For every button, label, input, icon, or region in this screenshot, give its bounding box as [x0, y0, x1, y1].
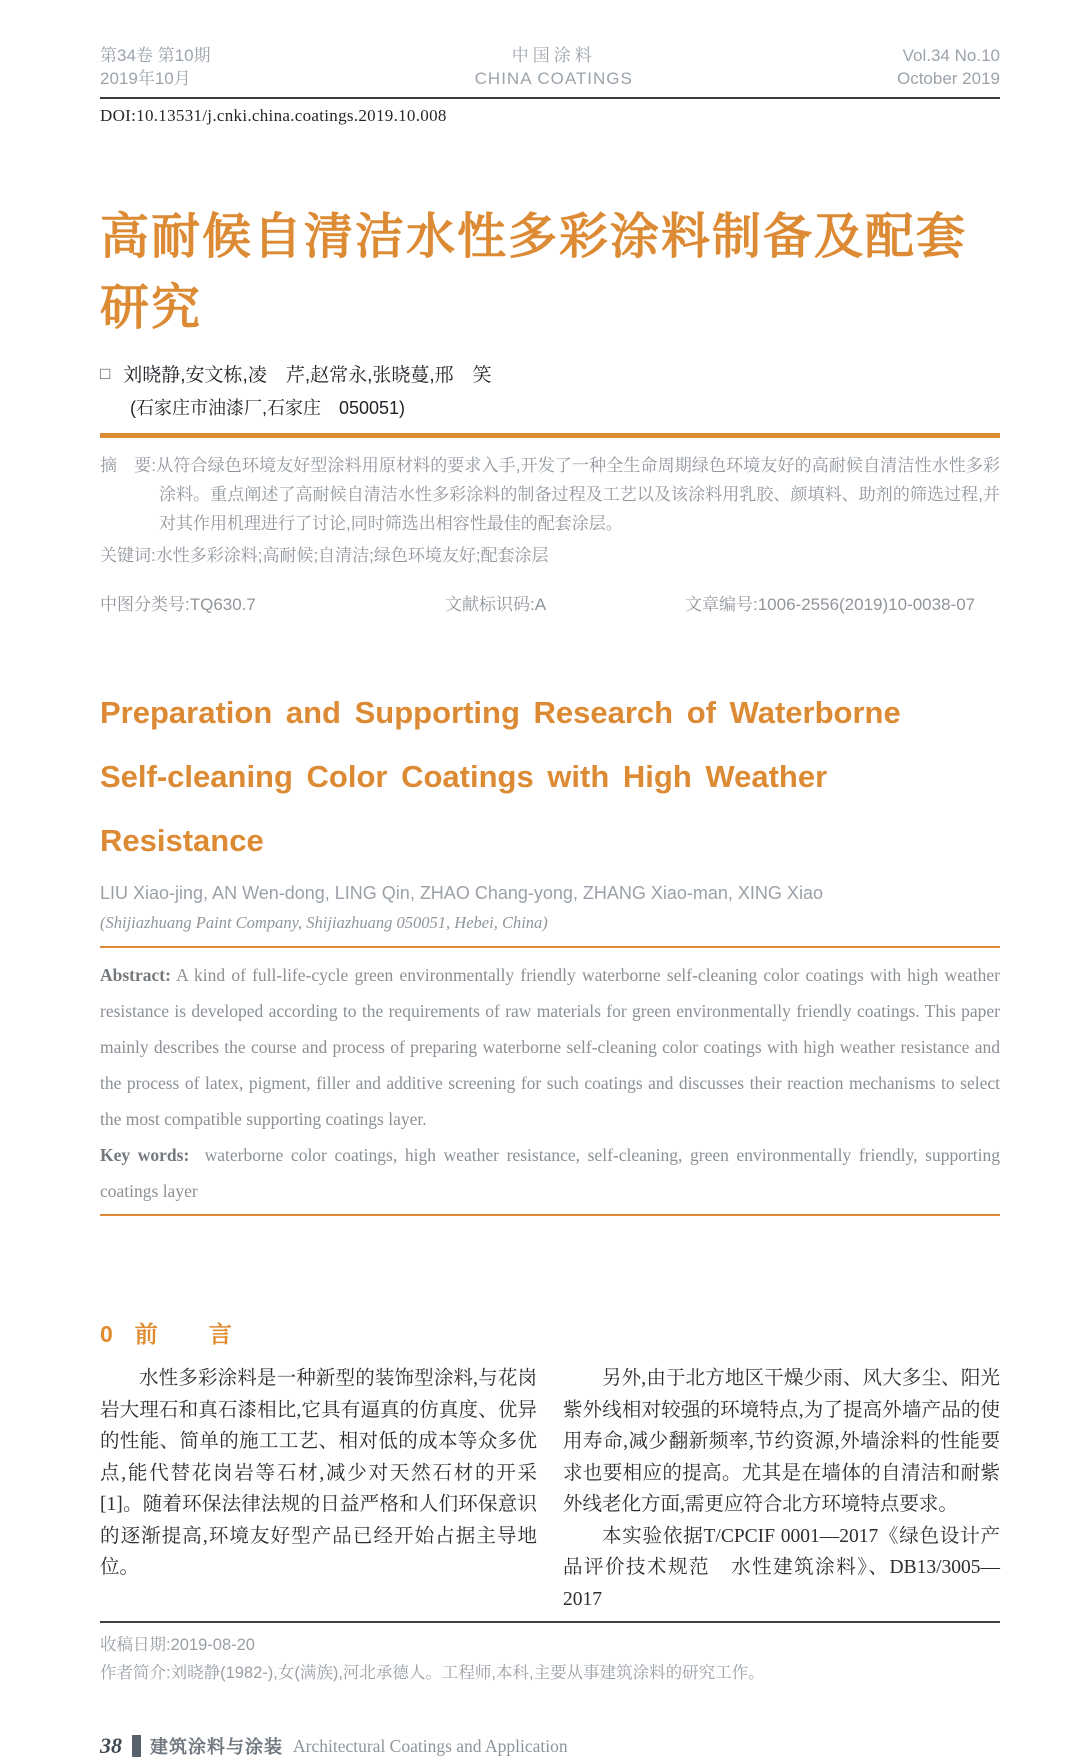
authors-cn: 刘晓静,安文栋,凌 芹,赵常永,张晓蔓,邢 笑	[123, 365, 492, 386]
header-center	[475, 44, 633, 90]
classification-row	[100, 590, 1000, 615]
column-right	[563, 1363, 1000, 1615]
header-left	[100, 44, 211, 90]
page-footer	[100, 1733, 1000, 1759]
header-right	[897, 44, 1000, 90]
journal-header	[100, 44, 1000, 90]
footer-block-icon	[132, 1735, 141, 1757]
authors-cn-row	[100, 360, 1000, 387]
column-left	[100, 1363, 537, 1615]
abstract-cn	[100, 451, 1000, 538]
section-heading	[100, 1316, 1000, 1349]
date-en: October 2019	[896, 69, 1000, 88]
author-marker-icon: □	[100, 363, 111, 383]
keywords-en-label: Key words:	[100, 1145, 190, 1165]
authors-en: LIU Xiao-jing, AN Wen-dong, LING Qin, ZHAO Chang-yong, ZHANG Xiao-man, XING Xiao	[100, 883, 823, 903]
journal-title-en: CHINA COATINGS	[474, 69, 633, 88]
article-title-cn-line1: 高耐候自清洁水性多彩涂料制备及配套	[100, 210, 968, 264]
abstract-en-text: A kind of full-life-cycle green environmentally friendly waterborne self-cleaning color coatings with high weather resistance is developed according to the requirements of raw materials for green environmentally friendly coatings. This paper mainly describes the course and process of preparing waterborne self-cleaning color coatings with high weather resistance and the process of latex, pigment, filler and additive screening for such coatings and discusses their reaction mechanisms to select the most compatible supporting coatings layer.	[100, 965, 1000, 1129]
keywords-en-text: waterborne color coatings, high weather resistance, self-cleaning, green environmentally friendly, supporting coatings layer	[100, 1145, 1000, 1201]
orange-rule-bottom	[100, 1214, 1000, 1216]
header-divider	[100, 97, 1000, 99]
document-code: 文献标识码:A	[445, 595, 547, 614]
section-number: 0	[100, 1321, 113, 1347]
abstract-en	[100, 957, 1000, 1137]
orange-rule-thick	[100, 433, 1000, 438]
footnotes	[100, 1631, 1000, 1687]
affiliation-en: (Shijiazhuang Paint Company, Shijiazhuang 050051, Hebei, China)	[100, 913, 548, 932]
author-bio: 作者简介:刘晓静(1982-),女(满族),河北承德人。工程师,本科,主要从事建筑涂料的研究工作。	[100, 1664, 765, 1682]
footnote-divider	[100, 1621, 1000, 1623]
volume-issue-en: Vol.34 No.10	[902, 46, 1000, 65]
body-columns	[100, 1363, 1000, 1615]
journal-title-cn: 中国涂料	[511, 46, 596, 65]
body-paragraph: 本实验依据T/CPCIF 0001—2017《绿色设计产品评价技术规范 水性建筑涂料》、DB13/3005—2017	[563, 1525, 1000, 1610]
abstract-cn-label: 摘 要:	[100, 456, 157, 475]
doi: DOI:10.13531/j.cnki.china.coatings.2019.10.008	[100, 106, 447, 125]
date-cn: 2019年10月	[100, 69, 191, 88]
footer-section-cn: 建筑涂料与涂装	[150, 1737, 283, 1757]
article-title-en	[100, 681, 1000, 873]
article-title-en-line2: Self-cleaning Color Coatings with High Weather Resistance	[100, 759, 828, 858]
abstract-en-label: Abstract:	[100, 965, 171, 985]
keywords-en	[100, 1137, 1000, 1209]
keywords-cn: 关键词:水性多彩涂料;高耐候;自清洁;绿色环境友好;配套涂层	[100, 546, 549, 565]
article-title-cn	[100, 202, 1000, 344]
volume-issue-cn: 第34卷 第10期	[100, 46, 211, 65]
article-title-cn-line2: 研究	[100, 281, 203, 335]
affiliation-cn: (石家庄市油漆厂,石家庄 050051)	[130, 398, 406, 418]
footer-section-en: Architectural Coatings and Application	[293, 1735, 568, 1756]
clc-number: 中图分类号:TQ630.7	[100, 595, 256, 614]
received-date: 收稿日期:2019-08-20	[100, 1636, 255, 1654]
section-title: 前 言	[134, 1321, 246, 1347]
body-paragraph: 另外,由于北方地区干燥少雨、风大多尘、阳光紫外线相对较强的环境特点,为了提高外墙产品的使用寿命,减少翻新频率,节约资源,外墙涂料的性能要求也要相应的提高。尤其是在墙体的自清洁和耐紫外线老化方面,需更应符合北方环境特点要求。	[563, 1368, 1000, 1515]
body-paragraph: 水性多彩涂料是一种新型的装饰型涂料,与花岗岩大理石和真石漆相比,它具有逼真的仿真度、优异的性能、简单的施工工艺、相对低的成本等众多优点,能代替花岗岩等石材,减少对天然石材的开采[1]。随着环保法律法规的日益严格和人们环保意识的逐渐提高,环境友好型产品已经开始占据主导地位。	[100, 1368, 537, 1578]
orange-rule-top	[100, 946, 1000, 948]
page-number: 38	[100, 1733, 122, 1758]
article-number: 文章编号:1006-2556(2019)10-0038-07	[685, 595, 976, 614]
abstract-cn-text: 从符合绿色环境友好型涂料用原材料的要求入手,开发了一种全生命周期绿色环境友好的高耐候自清洁性水性多彩涂料。重点阐述了高耐候自清洁水性多彩涂料的制备过程及工艺以及该涂料用乳胶、颜填料、助剂的筛选过程,并对其作用机理进行了讨论,同时筛选出相容性最佳的配套涂层。	[156, 456, 1000, 533]
article-title-en-line1: Preparation and Supporting Research of Waterborne	[100, 695, 901, 730]
